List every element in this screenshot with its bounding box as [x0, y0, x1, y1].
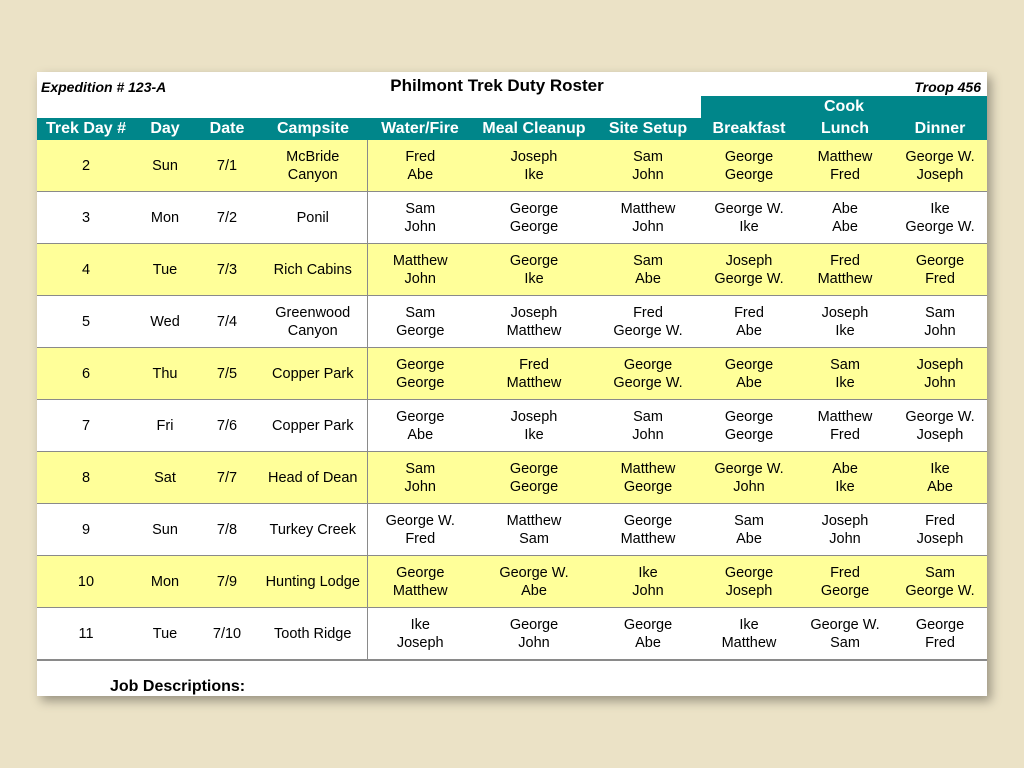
- cell-meal-cleanup-line: Ike: [524, 270, 544, 287]
- col-header-dinner: Dinner: [893, 118, 987, 140]
- cell-breakfast: [701, 608, 797, 661]
- cell-day: Wed: [135, 296, 195, 348]
- col-header-date: Date: [195, 118, 259, 140]
- cell-water-fire: [367, 244, 473, 296]
- cell-breakfast: [701, 348, 797, 400]
- cell-lunch-line: Fred: [830, 564, 860, 581]
- cell-lunch-line: Sam: [830, 356, 860, 373]
- cell-site-setup: [595, 608, 701, 661]
- cell-meal-cleanup-line: Joseph: [510, 408, 558, 425]
- cell-water-fire-line: Abe: [407, 166, 434, 183]
- cell-dinner-line: George W.: [905, 218, 975, 235]
- cell-meal-cleanup-line: George: [509, 460, 559, 477]
- cell-trek-day: 2: [37, 140, 135, 192]
- table-row: [37, 244, 987, 296]
- cell-breakfast-line: George: [724, 426, 774, 443]
- cell-water-fire-line: Sam: [405, 460, 436, 477]
- cell-campsite-line: McBride: [286, 148, 340, 165]
- cell-date: 7/3: [195, 244, 259, 296]
- cell-water-fire-line: George: [396, 322, 445, 339]
- cell-campsite: [259, 296, 367, 348]
- cell-lunch-line: Ike: [835, 322, 855, 339]
- cell-campsite-line: Rich Cabins: [273, 261, 352, 278]
- cell-campsite-line: Canyon: [287, 322, 338, 339]
- cell-lunch: [797, 296, 893, 348]
- cell-meal-cleanup-line: John: [518, 634, 550, 651]
- table-row: [37, 452, 987, 504]
- cell-site-setup-line: George W.: [613, 374, 683, 391]
- cell-day: Thu: [135, 348, 195, 400]
- cell-lunch-line: Fred: [830, 166, 860, 183]
- cell-site-setup-line: George: [623, 512, 673, 529]
- cell-breakfast: [701, 140, 797, 192]
- cell-lunch-line: Matthew: [817, 270, 873, 287]
- cell-trek-day: 11: [37, 608, 135, 661]
- cell-breakfast-line: Abe: [736, 374, 762, 391]
- cell-lunch-line: Matthew: [817, 148, 873, 165]
- cell-site-setup: [595, 556, 701, 608]
- cell-day: Tue: [135, 608, 195, 661]
- cell-lunch-line: Ike: [835, 374, 855, 391]
- cell-site-setup-line: George: [623, 478, 673, 495]
- cell-lunch: [797, 140, 893, 192]
- cell-water-fire-line: George: [396, 408, 445, 425]
- cell-breakfast-line: Joseph: [725, 252, 773, 269]
- roster-table: [37, 118, 987, 661]
- cell-site-setup: [595, 400, 701, 452]
- cell-lunch: [797, 556, 893, 608]
- cell-trek-day: 4: [37, 244, 135, 296]
- cell-breakfast-line: George: [724, 148, 774, 165]
- cell-meal-cleanup-line: Sam: [519, 530, 549, 547]
- cell-lunch: [797, 452, 893, 504]
- cell-campsite: [259, 400, 367, 452]
- cell-meal-cleanup-line: Matthew: [506, 374, 562, 391]
- cell-trek-day: 6: [37, 348, 135, 400]
- cell-date: 7/8: [195, 504, 259, 556]
- cell-meal-cleanup-line: George W.: [499, 564, 569, 581]
- cell-lunch-line: Ike: [835, 478, 855, 495]
- cell-dinner-line: Sam: [925, 304, 955, 321]
- cell-water-fire-line: Sam: [405, 304, 436, 321]
- cell-trek-day: 9: [37, 504, 135, 556]
- cell-site-setup-line: John: [632, 426, 664, 443]
- cell-dinner: [893, 608, 987, 661]
- cell-water-fire: [367, 400, 473, 452]
- cell-meal-cleanup-line: George: [509, 252, 559, 269]
- cell-water-fire: [367, 504, 473, 556]
- troop-label: Troop 456: [914, 79, 981, 95]
- cell-meal-cleanup: [473, 504, 595, 556]
- cell-breakfast-line: Ike: [739, 616, 759, 633]
- cell-breakfast-line: Fred: [734, 304, 764, 321]
- cell-site-setup-line: George: [623, 616, 673, 633]
- cell-dinner: [893, 504, 987, 556]
- cell-dinner-line: John: [924, 322, 956, 339]
- job-descriptions-heading: Job Descriptions:: [110, 678, 246, 695]
- cell-breakfast: [701, 244, 797, 296]
- expedition-label: Expedition # 123-A: [41, 79, 167, 95]
- cell-date: 7/4: [195, 296, 259, 348]
- cell-trek-day: 10: [37, 556, 135, 608]
- cell-dinner: [893, 244, 987, 296]
- cell-site-setup-line: John: [632, 582, 664, 599]
- cell-lunch-line: Matthew: [817, 408, 873, 425]
- cell-breakfast: [701, 452, 797, 504]
- cell-water-fire-line: John: [404, 218, 436, 235]
- cell-campsite: [259, 140, 367, 192]
- cell-dinner-line: George W.: [905, 582, 975, 599]
- cell-site-setup-line: Ike: [638, 564, 658, 581]
- cell-site-setup: [595, 504, 701, 556]
- cell-water-fire: [367, 140, 473, 192]
- cell-dinner: [893, 452, 987, 504]
- cell-lunch-line: Abe: [832, 200, 858, 217]
- cell-breakfast: [701, 400, 797, 452]
- cell-dinner-line: Joseph: [916, 530, 964, 547]
- cell-campsite: [259, 192, 367, 244]
- table-row: [37, 140, 987, 192]
- cell-water-fire-line: John: [404, 478, 436, 495]
- cell-lunch-line: John: [829, 530, 861, 547]
- cell-meal-cleanup: [473, 400, 595, 452]
- cell-campsite-line: Canyon: [287, 166, 338, 183]
- cell-breakfast-line: George W.: [714, 200, 784, 217]
- cell-dinner: [893, 556, 987, 608]
- cell-lunch: [797, 348, 893, 400]
- table-row: [37, 296, 987, 348]
- table-row: [37, 348, 987, 400]
- cell-site-setup-line: Sam: [633, 252, 663, 269]
- cell-dinner-line: George W.: [905, 408, 975, 425]
- cell-water-fire-line: Matthew: [392, 252, 448, 269]
- cell-dinner: [893, 140, 987, 192]
- cell-dinner-line: Fred: [925, 634, 955, 651]
- cell-day: Tue: [135, 244, 195, 296]
- cell-water-fire: [367, 608, 473, 661]
- cell-meal-cleanup: [473, 556, 595, 608]
- cell-day: Mon: [135, 556, 195, 608]
- cell-water-fire-line: Fred: [405, 530, 436, 547]
- cell-site-setup-line: George W.: [613, 322, 683, 339]
- cell-lunch-line: Fred: [830, 252, 860, 269]
- cell-lunch-line: Sam: [830, 634, 860, 651]
- cell-campsite: [259, 504, 367, 556]
- cell-breakfast: [701, 192, 797, 244]
- cell-campsite-line: Head of Dean: [268, 469, 358, 486]
- cell-meal-cleanup: [473, 140, 595, 192]
- cell-breakfast-line: Abe: [736, 322, 762, 339]
- cell-date: 7/2: [195, 192, 259, 244]
- cell-lunch-line: Joseph: [821, 304, 869, 321]
- cell-breakfast-line: George: [724, 356, 774, 373]
- table-row: [37, 192, 987, 244]
- cell-breakfast-line: George: [724, 564, 774, 581]
- header-row: [37, 118, 987, 140]
- cell-dinner-line: Joseph: [916, 356, 964, 373]
- cell-campsite-line: Copper Park: [272, 417, 354, 434]
- cell-site-setup: [595, 140, 701, 192]
- cook-group-header: [701, 96, 987, 118]
- cell-breakfast-line: George: [724, 166, 774, 183]
- cell-date: 7/7: [195, 452, 259, 504]
- cell-site-setup: [595, 348, 701, 400]
- cell-meal-cleanup: [473, 296, 595, 348]
- cell-meal-cleanup: [473, 348, 595, 400]
- cell-water-fire-line: Matthew: [392, 582, 448, 599]
- cell-date: 7/5: [195, 348, 259, 400]
- col-header-campsite: Campsite: [259, 118, 367, 140]
- cell-lunch: [797, 400, 893, 452]
- col-header-site-setup: Site Setup: [595, 118, 701, 140]
- cell-meal-cleanup: [473, 608, 595, 661]
- cell-trek-day: 5: [37, 296, 135, 348]
- cell-campsite-line: Ponil: [296, 209, 329, 226]
- cell-site-setup-line: Matthew: [620, 530, 676, 547]
- cell-water-fire: [367, 296, 473, 348]
- col-header-trek-day: Trek Day #: [37, 118, 135, 140]
- cell-dinner-line: George: [915, 616, 965, 633]
- cell-trek-day: 3: [37, 192, 135, 244]
- cell-meal-cleanup-line: George: [509, 478, 559, 495]
- col-header-water-fire: Water/Fire: [367, 118, 473, 140]
- cell-campsite: [259, 556, 367, 608]
- cell-campsite: [259, 348, 367, 400]
- cell-site-setup-line: Fred: [633, 304, 663, 321]
- cell-lunch: [797, 192, 893, 244]
- cell-meal-cleanup-line: Joseph: [510, 148, 558, 165]
- cell-water-fire: [367, 556, 473, 608]
- duty-roster-sheet: [37, 72, 987, 696]
- cell-campsite: [259, 452, 367, 504]
- cell-meal-cleanup-line: George: [509, 616, 559, 633]
- cell-meal-cleanup-line: Fred: [519, 356, 549, 373]
- cell-dinner: [893, 348, 987, 400]
- cell-site-setup-line: Matthew: [620, 460, 676, 477]
- cell-date: 7/6: [195, 400, 259, 452]
- cell-day: Sun: [135, 504, 195, 556]
- cell-breakfast: [701, 296, 797, 348]
- cook-group-label: Cook: [824, 98, 864, 115]
- cell-dinner-line: George W.: [905, 148, 975, 165]
- title-row: [37, 72, 987, 96]
- cell-breakfast-line: John: [733, 478, 765, 495]
- cell-meal-cleanup-line: Ike: [524, 166, 544, 183]
- cell-water-fire: [367, 192, 473, 244]
- col-header-lunch: Lunch: [797, 118, 893, 140]
- cell-lunch: [797, 608, 893, 661]
- cell-water-fire-line: Fred: [405, 148, 436, 165]
- cell-site-setup-line: George: [623, 356, 673, 373]
- cell-lunch-line: Fred: [830, 426, 860, 443]
- cell-lunch: [797, 504, 893, 556]
- cell-site-setup-line: John: [632, 166, 664, 183]
- cell-water-fire-line: Abe: [407, 426, 434, 443]
- cell-day: Mon: [135, 192, 195, 244]
- cell-campsite-line: Copper Park: [272, 365, 354, 382]
- cell-meal-cleanup: [473, 192, 595, 244]
- cell-site-setup-line: Matthew: [620, 200, 676, 217]
- cell-dinner-line: Joseph: [916, 426, 964, 443]
- cell-breakfast-line: Sam: [734, 512, 764, 529]
- cell-site-setup-line: Sam: [633, 148, 663, 165]
- cell-site-setup: [595, 192, 701, 244]
- cell-dinner-line: John: [924, 374, 956, 391]
- cell-breakfast-line: Ike: [739, 218, 759, 235]
- cell-meal-cleanup: [473, 244, 595, 296]
- table-row: [37, 556, 987, 608]
- cell-lunch-line: George: [820, 582, 870, 599]
- cell-breakfast: [701, 504, 797, 556]
- cell-meal-cleanup-line: Ike: [524, 426, 544, 443]
- cell-meal-cleanup-line: George: [509, 218, 559, 235]
- cell-site-setup: [595, 296, 701, 348]
- cell-water-fire: [367, 348, 473, 400]
- cell-meal-cleanup-line: Matthew: [506, 512, 562, 529]
- cell-dinner: [893, 192, 987, 244]
- cell-date: 7/9: [195, 556, 259, 608]
- cell-lunch-line: Abe: [832, 218, 858, 235]
- cell-meal-cleanup-line: Matthew: [506, 322, 562, 339]
- cell-meal-cleanup: [473, 452, 595, 504]
- table-row: [37, 608, 987, 661]
- cell-campsite: [259, 244, 367, 296]
- cell-meal-cleanup-line: George: [509, 200, 559, 217]
- cell-breakfast-line: Abe: [736, 530, 762, 547]
- cell-dinner-line: Fred: [925, 270, 955, 287]
- cell-water-fire-line: George: [396, 356, 445, 373]
- cell-water-fire-line: George W.: [385, 512, 455, 529]
- cell-site-setup-line: Abe: [635, 634, 661, 651]
- cell-campsite-line: Tooth Ridge: [274, 625, 352, 642]
- cell-water-fire-line: George: [396, 374, 445, 391]
- cell-breakfast-line: Joseph: [725, 582, 773, 599]
- cell-dinner: [893, 400, 987, 452]
- table-row: [37, 504, 987, 556]
- cell-meal-cleanup-line: Joseph: [510, 304, 558, 321]
- cell-site-setup-line: Sam: [633, 408, 663, 425]
- cell-campsite-line: Greenwood: [275, 304, 351, 321]
- roster-body: [37, 140, 987, 660]
- cell-lunch: [797, 244, 893, 296]
- cell-breakfast-line: George: [724, 408, 774, 425]
- cell-breakfast: [701, 556, 797, 608]
- cell-meal-cleanup-line: Abe: [521, 582, 547, 599]
- cell-breakfast-line: Matthew: [721, 634, 777, 651]
- cell-campsite-line: Turkey Creek: [269, 521, 356, 538]
- cell-lunch-line: Joseph: [821, 512, 869, 529]
- cell-dinner: [893, 296, 987, 348]
- cell-water-fire-line: George: [396, 564, 445, 581]
- cell-day: Sat: [135, 452, 195, 504]
- cell-date: 7/1: [195, 140, 259, 192]
- table-row: [37, 400, 987, 452]
- cell-water-fire: [367, 452, 473, 504]
- cell-dinner-line: Ike: [930, 460, 950, 477]
- cell-site-setup: [595, 452, 701, 504]
- cell-lunch-line: Abe: [832, 460, 858, 477]
- cell-trek-day: 8: [37, 452, 135, 504]
- cell-dinner-line: Joseph: [916, 166, 964, 183]
- cell-dinner-line: Fred: [925, 512, 955, 529]
- cell-site-setup-line: John: [632, 218, 664, 235]
- cell-site-setup: [595, 244, 701, 296]
- cell-campsite-line: Hunting Lodge: [265, 573, 360, 590]
- cell-breakfast-line: George W.: [714, 460, 784, 477]
- page-title: Philmont Trek Duty Roster: [390, 76, 604, 95]
- cell-lunch-line: George W.: [810, 616, 880, 633]
- col-header-breakfast: Breakfast: [701, 118, 797, 140]
- cell-water-fire-line: Joseph: [396, 634, 444, 651]
- cell-dinner-line: Ike: [930, 200, 950, 217]
- cell-dinner-line: Sam: [925, 564, 955, 581]
- cell-dinner-line: Abe: [927, 478, 953, 495]
- cell-day: Fri: [135, 400, 195, 452]
- cell-site-setup-line: Abe: [635, 270, 661, 287]
- cell-dinner-line: George: [915, 252, 965, 269]
- cell-day: Sun: [135, 140, 195, 192]
- col-header-meal-cleanup: Meal Cleanup: [473, 118, 595, 140]
- cell-campsite: [259, 608, 367, 661]
- col-header-day: Day: [135, 118, 195, 140]
- cell-water-fire-line: Ike: [410, 616, 430, 633]
- cell-water-fire-line: John: [404, 270, 436, 287]
- cell-trek-day: 7: [37, 400, 135, 452]
- cell-breakfast-line: George W.: [714, 270, 784, 287]
- cell-date: 7/10: [195, 608, 259, 661]
- cell-water-fire-line: Sam: [405, 200, 436, 217]
